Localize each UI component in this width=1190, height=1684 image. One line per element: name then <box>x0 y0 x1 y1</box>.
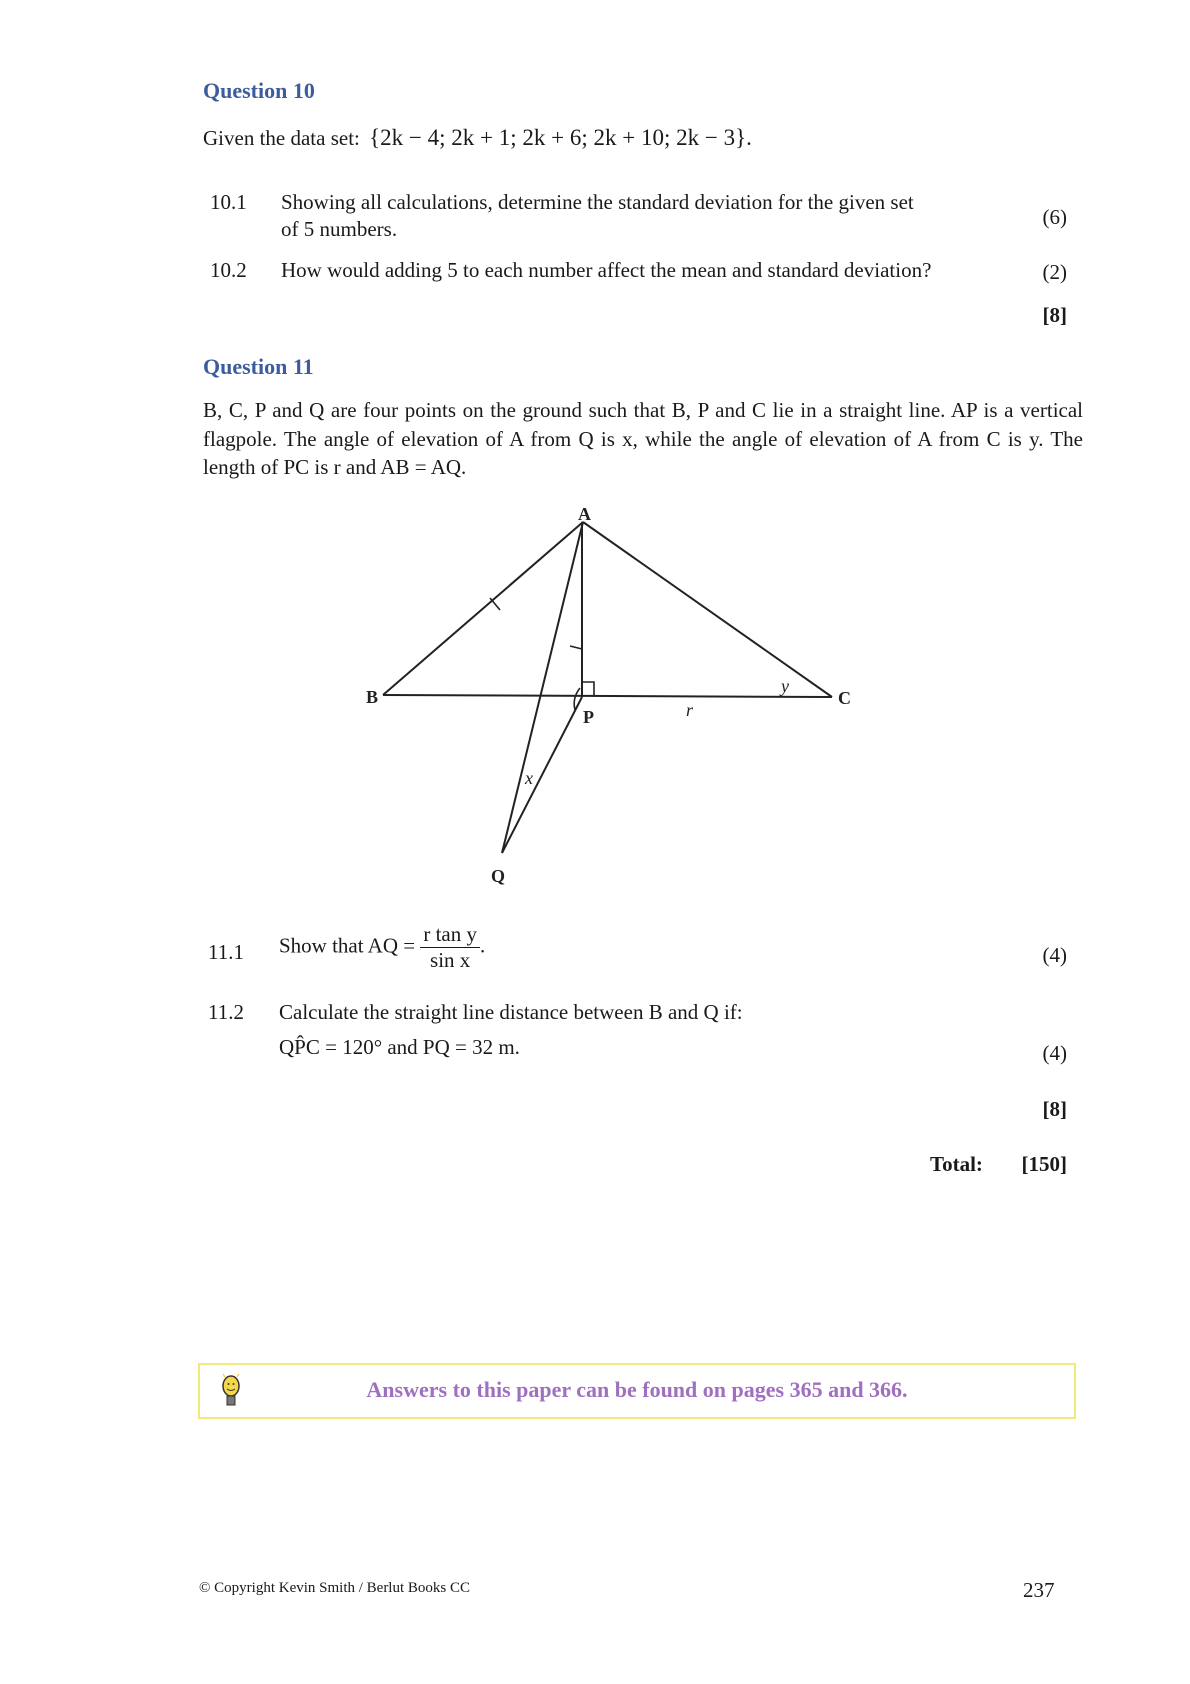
q10-1-marks: (6) <box>1042 205 1067 229</box>
q11-1-prefix: Show that AQ = <box>279 933 416 958</box>
line-bc <box>383 695 832 697</box>
q11-1-text <box>279 922 485 973</box>
q10-1-text-line2: of 5 numbers. <box>281 217 398 241</box>
q11-2-number: 11.2 <box>208 1000 244 1024</box>
q11-total: [8] <box>1042 1097 1067 1121</box>
line-ac <box>583 522 832 697</box>
label-r: r <box>686 700 694 720</box>
answers-note-box <box>198 1363 1076 1419</box>
q11-2-text-line2: QP̂C = 120° and PQ = 32 m. <box>279 1035 520 1059</box>
fraction-numerator: r tan y <box>420 922 480 948</box>
grand-total-value: [150] <box>1021 1152 1067 1176</box>
q11-1-marks: (4) <box>1042 943 1067 967</box>
q10-total: [8] <box>1042 303 1067 327</box>
q10-data-set: {2k − 4; 2k + 1; 2k + 6; 2k + 10; 2k − 3}. <box>369 125 752 150</box>
label-p: P <box>583 707 594 727</box>
question-10-heading: Question 10 <box>203 78 315 103</box>
question-11-heading: Question 11 <box>203 354 314 379</box>
line-aq <box>502 522 583 853</box>
q10-intro-text: Given the data set: <box>203 126 360 150</box>
q11-paragraph: B, C, P and Q are four points on the ground such that B, P and C lie in a straight line. AP is a vertical flagpole. The angle of elevation of A from Q is x, while the angle of elevation of A from C is y. The length of PC is r and AB = AQ. <box>203 398 1083 479</box>
label-x: x <box>525 768 533 788</box>
label-b: B <box>366 687 379 707</box>
q11-1-end: . <box>480 933 486 958</box>
page-number: 237 <box>1023 1578 1055 1602</box>
q10-2-number: 10.2 <box>210 258 247 282</box>
q11-1-number: 11.1 <box>208 940 244 964</box>
q10-1-number: 10.1 <box>210 190 247 214</box>
q11-2-text-line1: Calculate the straight line distance between B and Q if: <box>279 1000 743 1024</box>
answers-note-text: Answers to this paper can be found on pages 365 and 366. <box>366 1377 908 1402</box>
label-a: A <box>578 504 591 524</box>
tick-mark-aq <box>570 646 582 649</box>
label-q: Q <box>491 866 506 886</box>
line-pq <box>502 697 582 853</box>
label-c: C <box>838 688 851 708</box>
line-ab <box>383 522 583 695</box>
q10-2-marks: (2) <box>1042 260 1067 284</box>
tick-mark-ab <box>490 598 500 610</box>
label-y: y <box>781 676 789 696</box>
q11-1-fraction <box>420 922 480 973</box>
grand-total-label: Total: <box>930 1152 983 1176</box>
q10-2-text: How would adding 5 to each number affect the mean and standard deviation? <box>281 258 932 282</box>
right-angle-mark <box>582 682 594 697</box>
q10-1-text-line1: Showing all calculations, determine the standard deviation for the given set <box>281 190 914 214</box>
q11-2-marks: (4) <box>1042 1041 1067 1065</box>
fraction-denominator: sin x <box>430 948 471 972</box>
footer-copyright: © Copyright Kevin Smith / Berlut Books CC <box>199 1580 470 1596</box>
